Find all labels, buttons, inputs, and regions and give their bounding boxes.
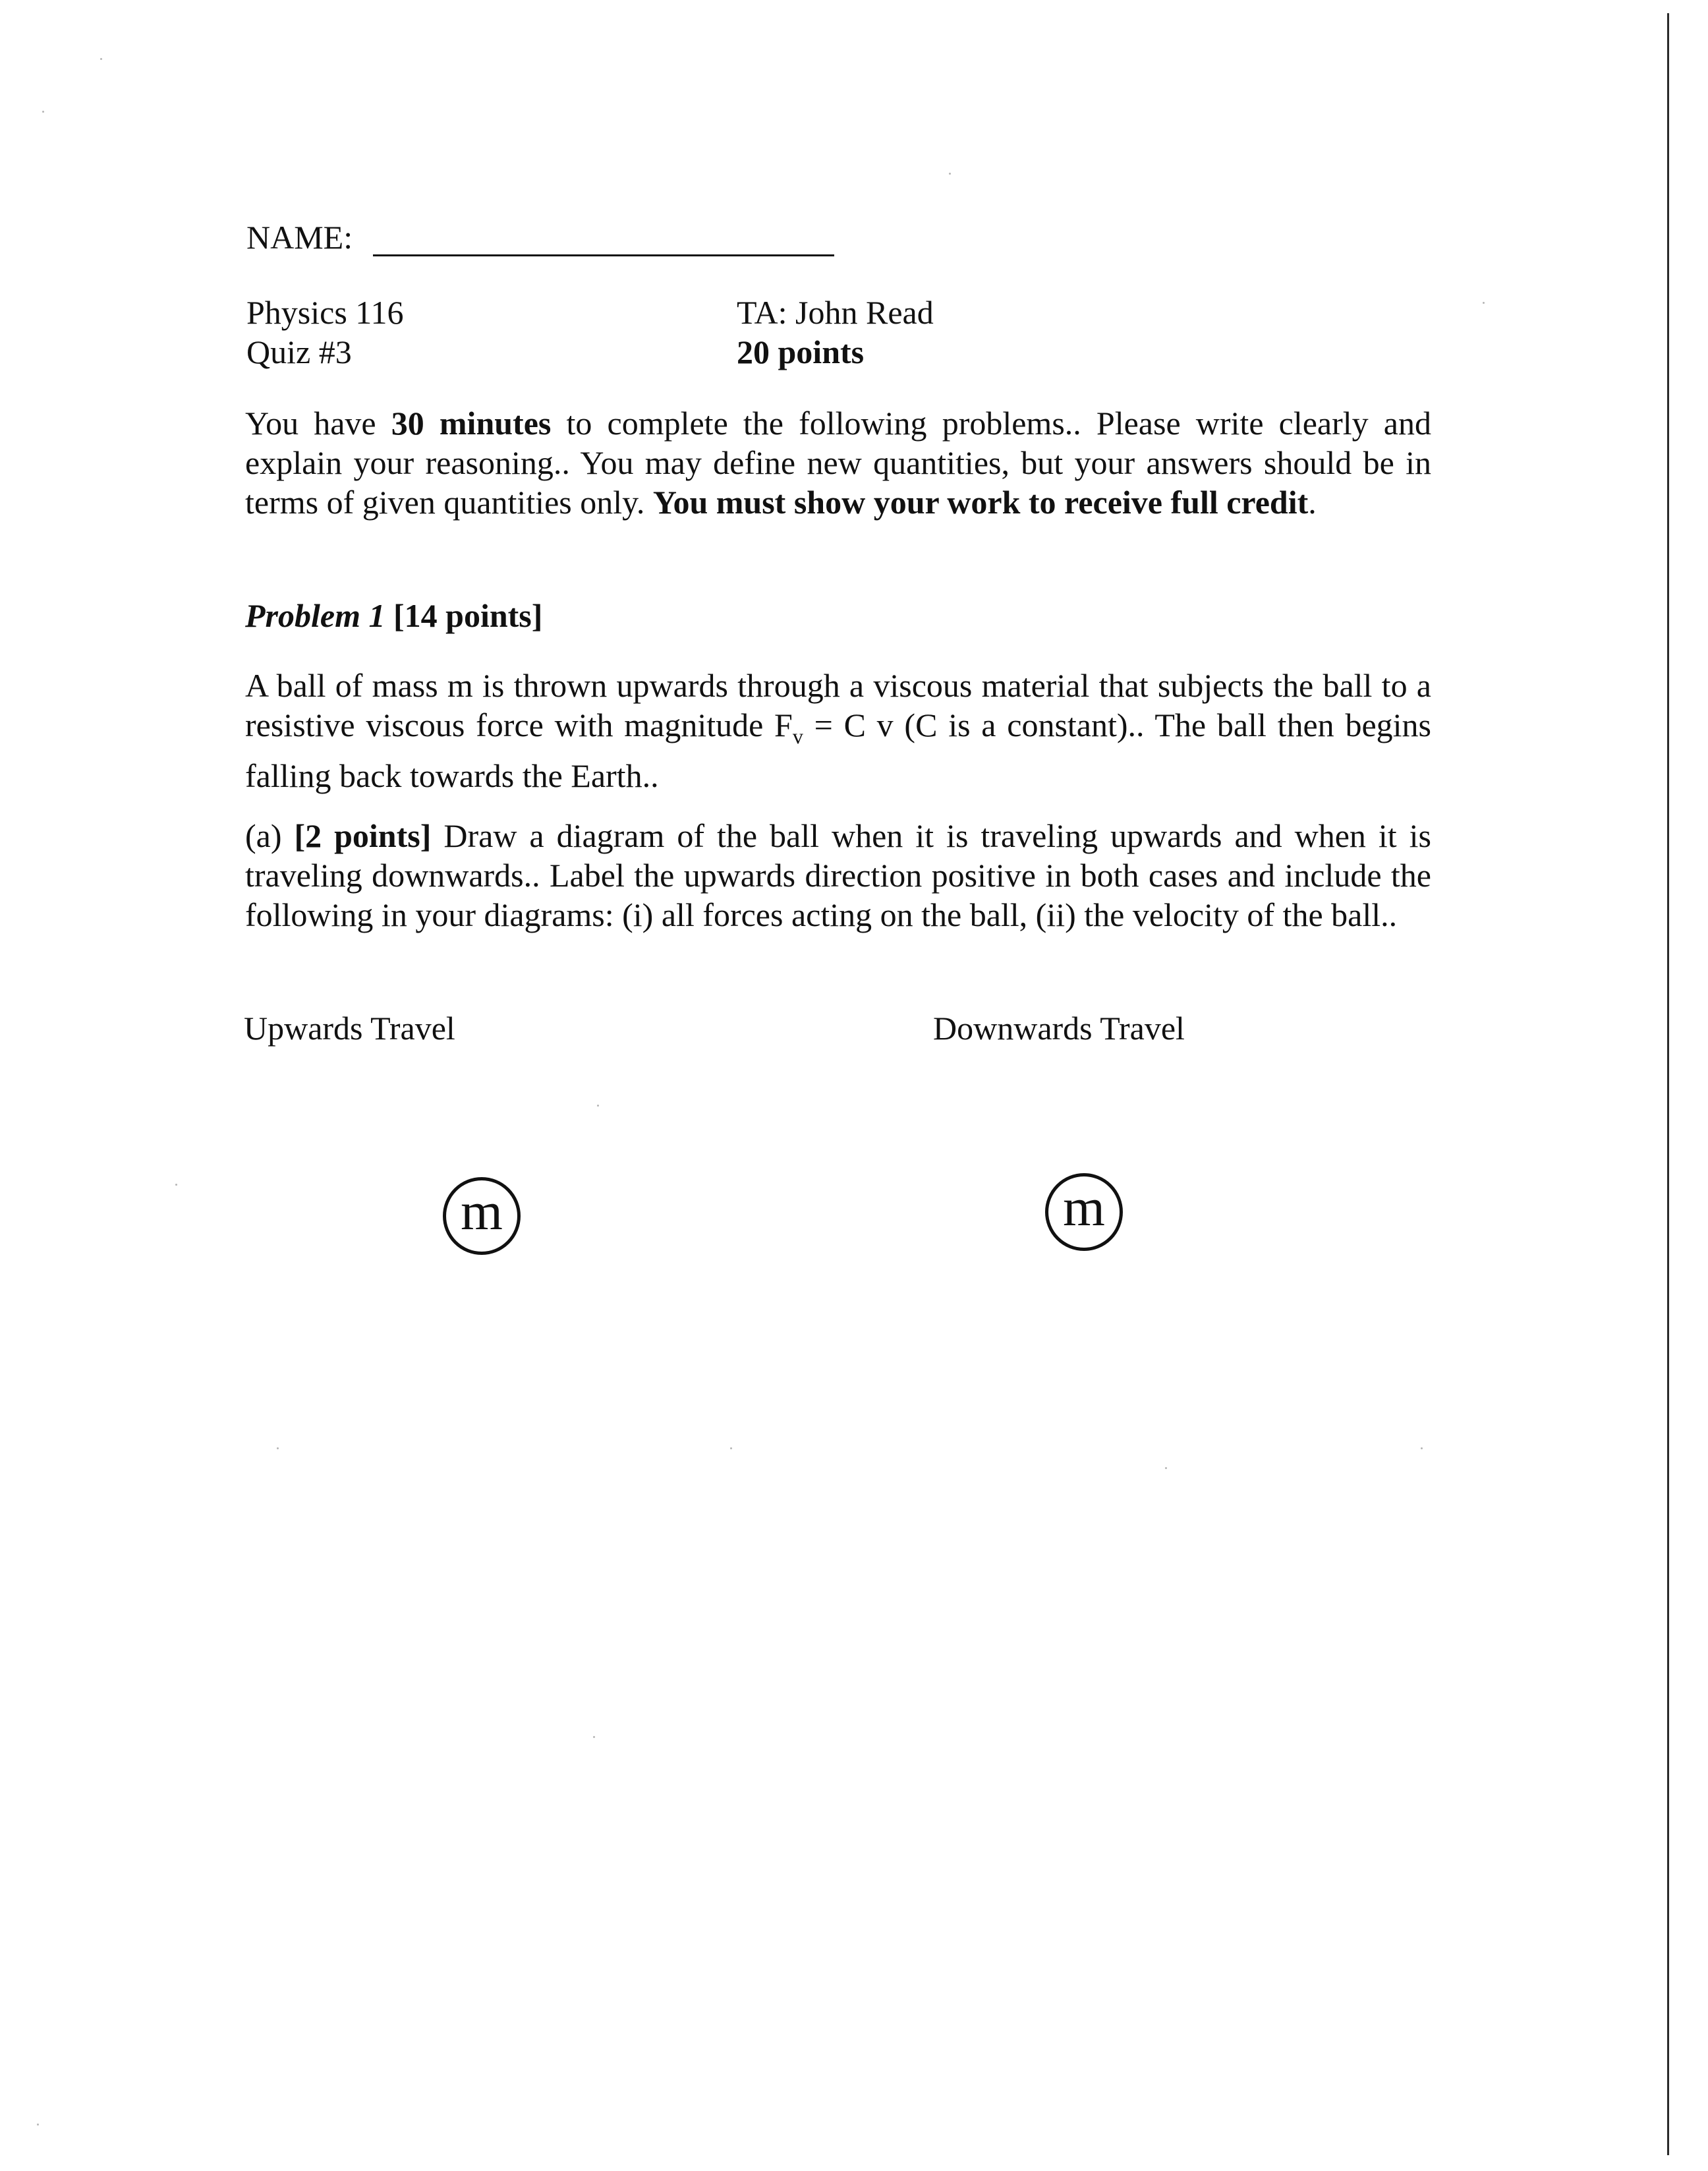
- scan-speck: [100, 58, 102, 60]
- force-subscript: v: [792, 724, 803, 748]
- downwards-travel-label: Downwards Travel: [933, 1010, 1185, 1047]
- name-blank-line[interactable]: [373, 254, 834, 256]
- page-edge-line: [1667, 13, 1669, 2155]
- scan-speck: [277, 1447, 279, 1449]
- quiz-label: Quiz #3: [246, 333, 352, 370]
- scan-speck: [949, 173, 951, 175]
- problem-1-body: [245, 666, 1431, 796]
- scan-speck: [593, 1736, 595, 1738]
- problem-1-points: [14 points]: [385, 597, 543, 634]
- problem-1-title: Problem 1: [245, 597, 385, 634]
- scan-speck: [175, 1184, 177, 1186]
- instructions-text-1: You have: [245, 405, 391, 442]
- scan-speck: [1165, 1467, 1167, 1469]
- part-a-text: Draw a diagram of the ball when it is traveling upwards and when it is traveling downwards.. Label the upwards direction positive in both cases and include the following in your diagrams: (i) all forces acting on the ball, (ii) the velocity of the ball..: [245, 817, 1432, 933]
- scan-speck: [1421, 1447, 1423, 1449]
- ball-downwards-label: m: [1063, 1177, 1105, 1237]
- ball-upwards: [443, 1177, 521, 1255]
- problem-1-heading: [245, 596, 542, 635]
- ball-downwards: [1045, 1173, 1123, 1251]
- instructions-paragraph: [245, 403, 1431, 522]
- points-label: 20 points: [737, 333, 865, 370]
- problem-1-text-post: = C v (C is a constant).. The ball then begins falling back towards the Earth..: [245, 707, 1431, 794]
- scan-speck: [597, 1105, 599, 1107]
- problem-1-text-pre: A ball of mass m is thrown upwards through a viscous material that subjects the ball to a resistive viscous force with magnitude F: [245, 667, 1431, 743]
- ball-upwards-label: m: [461, 1181, 503, 1241]
- ta-label: TA: John Read: [737, 294, 934, 331]
- instructions-time: 30 minutes: [391, 405, 552, 442]
- instructions-text-2: to complete the following problems.. Please write clearly and explain your reasoning.. You may define new quantities, but your answers should be in terms of given quantities only.: [245, 405, 1431, 521]
- part-a-paragraph: [245, 816, 1431, 935]
- scan-speck: [37, 2124, 39, 2126]
- scan-speck: [1483, 302, 1485, 304]
- name-label: NAME:: [246, 219, 353, 256]
- course-label: Physics 116: [246, 294, 404, 331]
- instructions-text-3: .: [1308, 484, 1317, 521]
- part-a-label: (a): [245, 817, 295, 854]
- scan-speck: [730, 1447, 732, 1449]
- part-a-points: [2 points]: [294, 817, 432, 854]
- upwards-travel-label: Upwards Travel: [244, 1010, 455, 1047]
- instructions-credit-note: You must show your work to receive full credit: [652, 484, 1309, 521]
- scan-speck: [42, 111, 44, 113]
